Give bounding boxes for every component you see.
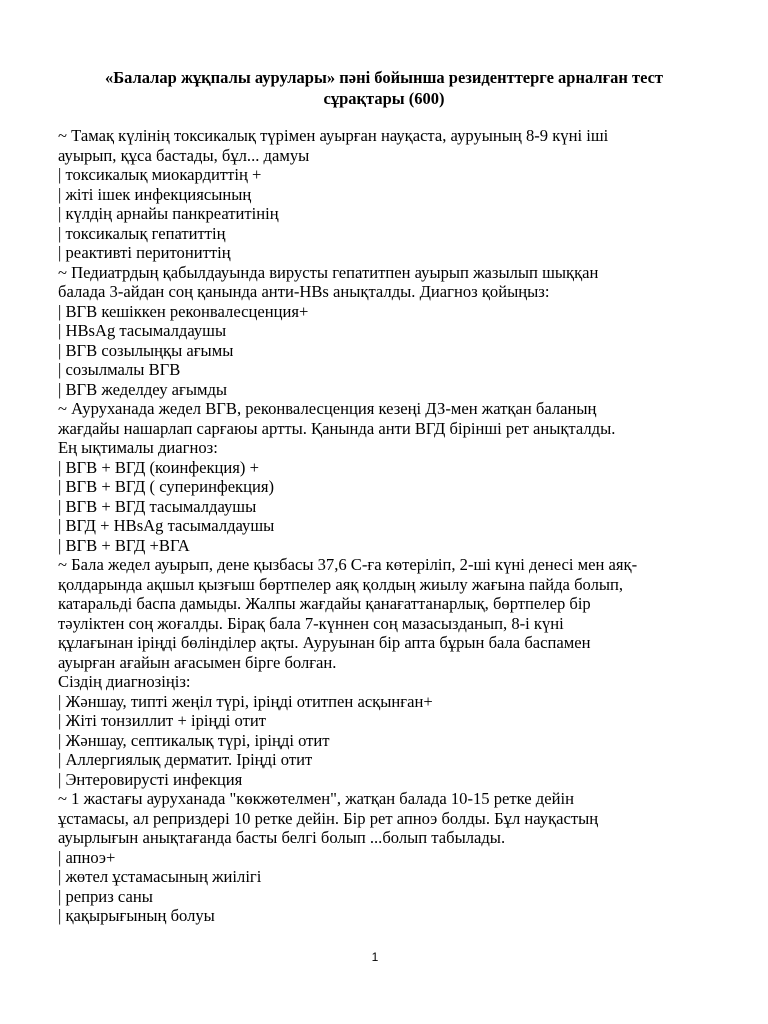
answer-option: | реприз саны — [58, 886, 153, 906]
answer-option: | ВГВ жеделдеу ағымды — [58, 379, 228, 399]
page-number: 1 — [371, 950, 379, 964]
question-list — [58, 126, 738, 926]
answer-option: | созылмалы ВГВ — [58, 360, 181, 379]
answer-option: | ВГВ кешіккен реконвалесценция+ — [58, 301, 309, 321]
text-line: қолдарында ақшыл қызғыш бөртпелер аяқ қолдың жиылу жағына пайда болып, — [58, 574, 624, 594]
question-text: ~ Бала жедел ауырып, дене қызбасы 37,6 С-ға көтеріліп, 2-ші күні денесі мен аяқ- — [58, 555, 638, 574]
text-line: балада 3-айдан соң қанында анти-HBs анықталды. Диагноз қойыңыз: — [58, 282, 550, 301]
answer-option: | ВГВ + ВГД тасымалдаушы — [58, 496, 257, 516]
title-line-2: сұрақтары (600) — [323, 89, 445, 108]
answer-option: | ВГВ + ВГД +ВГА — [58, 535, 190, 555]
text-line: құлағынан іріңді бөлінділер ақты. Ауруынан бір апта бұрын бала баспамен — [58, 633, 591, 652]
answer-option: | Жәншау, септикалық түрі, іріңді отит — [58, 730, 330, 750]
answer-option: | күлдің арнайы панкреатитінің — [58, 204, 279, 223]
text-line: жағдайы нашарлап сарғаюы артты. Қанында анти ВГД бірінші рет анықталды. — [58, 418, 616, 438]
text-line: ауырлығын анықтағанда басты белгі болып ...болып табылады. — [58, 828, 506, 847]
answer-option: | ВГВ + ВГД ( суперинфекция) — [58, 477, 275, 496]
answer-option: | Жәншау, типті жеңіл түрі, іріңді отитпен асқынған+ — [58, 691, 433, 711]
answer-option: | токсикалық гепатиттің — [58, 223, 226, 243]
text-line: ұстамасы, ал реприздері 10 ретке дейін. Бір рет апноэ болды. Бұл науқастың — [58, 808, 599, 828]
question-text: ~ Ауруханада жедел ВГВ, реконвалесценция кезеңі ДЗ-мен жатқан баланың — [58, 399, 597, 418]
answer-option: | жіті ішек инфекциясының — [58, 184, 252, 204]
answer-option: | Жіті тонзиллит + іріңді отит — [58, 711, 267, 730]
text-line: тәуліктен соң жоғалды. Бірақ бала 7-күннен соң мазасызданып, 8-і күні — [58, 613, 564, 633]
answer-option: | Аллергиялық дерматит. Іріңді отит — [58, 750, 313, 769]
text-line: ауырып, құса бастады, бұл... дамуы — [58, 145, 310, 165]
answer-option: | ВГД + HBsAg тасымалдаушы — [58, 516, 275, 535]
text-line: катаральді баспа дамыды. Жалпы жағдайы қанағаттанарлық, бөртпелер бір — [58, 594, 591, 613]
answer-option: | ВГВ + ВГД (коинфекция) + — [58, 457, 259, 477]
text-line: Ең ықтималы диагноз: — [58, 438, 218, 457]
question-text: ~ Педиатрдың қабылдауында вирусты гепатитпен ауырып жазылып шыққан — [58, 262, 599, 282]
document-title — [40, 67, 728, 109]
question-text: ~ 1 жастағы ауруханада "көкжөтелмен", жатқан балада 10-15 ретке дейін — [58, 789, 574, 808]
answer-option: | HBsAg тасымалдаушы — [58, 321, 227, 340]
question-text: ~ Тамақ күлінің токсикалық түрімен ауырған науқаста, ауруының 8-9 күні іші — [58, 126, 609, 145]
answer-option: | ВГВ созылыңқы ағымы — [58, 340, 234, 360]
text-line: Сіздің диагнозіңіз: — [58, 672, 191, 691]
text-line: ауырған ағайын ағасымен бірге болған. — [58, 652, 337, 672]
title-line-1: «Балалар жұқпалы аурулары» пәні бойынша резиденттерге арналған тест — [104, 68, 664, 87]
answer-option: | апноэ+ — [58, 847, 116, 867]
answer-option: | жөтел ұстамасының жиілігі — [58, 867, 262, 886]
answer-option: | Энтеровирусті инфекция — [58, 769, 243, 789]
answer-option: | реактивті перитониттің — [58, 243, 231, 262]
answer-option: | қақырығының болуы — [58, 906, 215, 925]
answer-option: | токсикалық миокардиттің + — [58, 165, 262, 184]
